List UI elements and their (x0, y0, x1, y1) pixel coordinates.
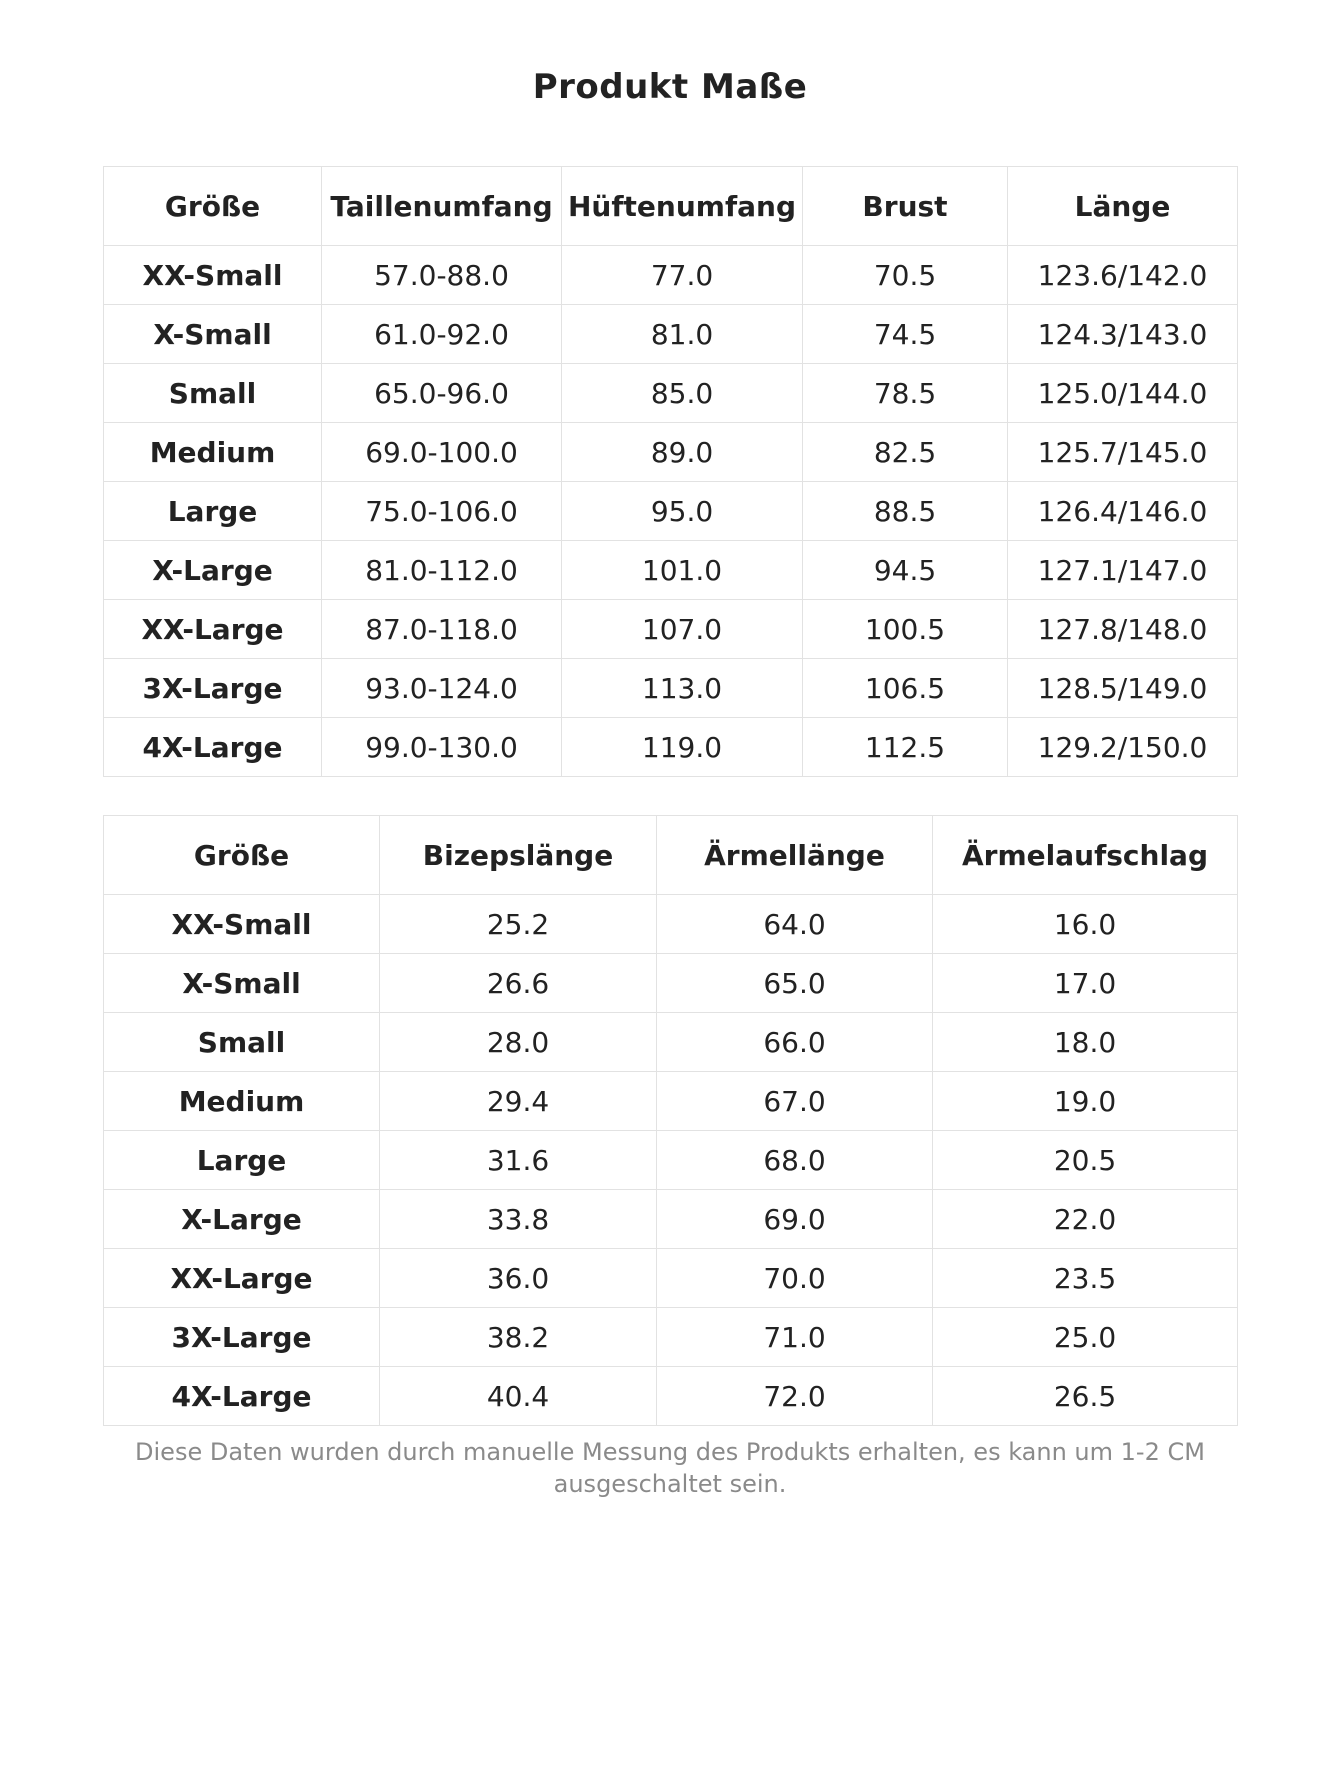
page-title: Produkt Maße (532, 67, 808, 107)
table-cell: 20.5 (933, 1131, 1238, 1190)
table-cell: 65.0 (657, 954, 933, 1013)
table-row (104, 1367, 1238, 1426)
size-label: X-Large (104, 1190, 380, 1249)
table-cell: 126.4/146.0 (1008, 482, 1238, 541)
table-cell: 25.0 (933, 1308, 1238, 1367)
table-row (104, 246, 1238, 305)
table-cell: 119.0 (562, 718, 803, 777)
table-cell: 69.0 (657, 1190, 933, 1249)
size-label: XX-Small (104, 246, 322, 305)
table-header-row (104, 167, 1238, 246)
column-header: Größe (104, 816, 380, 895)
table-cell: 125.7/145.0 (1008, 423, 1238, 482)
table-cell: 38.2 (380, 1308, 657, 1367)
size-label: Medium (104, 1072, 380, 1131)
column-header: Brust (803, 167, 1008, 246)
table-cell: 70.5 (803, 246, 1008, 305)
table-row (104, 305, 1238, 364)
table-cell: 88.5 (803, 482, 1008, 541)
table-cell: 124.3/143.0 (1008, 305, 1238, 364)
table-cell: 95.0 (562, 482, 803, 541)
size-label: 4X-Large (104, 1367, 380, 1426)
table-row (104, 482, 1238, 541)
size-label: X-Small (104, 305, 322, 364)
table-cell: 101.0 (562, 541, 803, 600)
size-label: XX-Large (104, 600, 322, 659)
table-cell: 26.5 (933, 1367, 1238, 1426)
table-cell: 85.0 (562, 364, 803, 423)
table-cell: 128.5/149.0 (1008, 659, 1238, 718)
size-label: 3X-Large (104, 1308, 380, 1367)
table-cell: 69.0-100.0 (322, 423, 562, 482)
measurement-disclaimer: Diese Daten wurden durch manuelle Messung des Produkts erhalten, es kann um 1-2 CM ausgeschaltet sein. (135, 1438, 1205, 1498)
size-label: 3X-Large (104, 659, 322, 718)
table-cell: 64.0 (657, 895, 933, 954)
table-cell: 23.5 (933, 1249, 1238, 1308)
table-cell: 81.0 (562, 305, 803, 364)
size-label: X-Small (104, 954, 380, 1013)
table-cell: 66.0 (657, 1013, 933, 1072)
table-row (104, 659, 1238, 718)
table-cell: 72.0 (657, 1367, 933, 1426)
column-header: Bizepslänge (380, 816, 657, 895)
size-label: Medium (104, 423, 322, 482)
table-row (104, 1308, 1238, 1367)
size-label: XX-Small (104, 895, 380, 954)
table-row (104, 1072, 1238, 1131)
table-cell: 87.0-118.0 (322, 600, 562, 659)
table-row (104, 1013, 1238, 1072)
table-cell: 67.0 (657, 1072, 933, 1131)
table-row (104, 895, 1238, 954)
table-cell: 16.0 (933, 895, 1238, 954)
table-cell: 77.0 (562, 246, 803, 305)
table-cell: 113.0 (562, 659, 803, 718)
table-row (104, 541, 1238, 600)
column-header: Ärmelaufschlag (933, 816, 1238, 895)
table-row (104, 600, 1238, 659)
table-cell: 22.0 (933, 1190, 1238, 1249)
size-label: Small (104, 364, 322, 423)
table-cell: 18.0 (933, 1013, 1238, 1072)
table-row (104, 954, 1238, 1013)
size-table-body-measurements (103, 166, 1238, 777)
table-cell: 25.2 (380, 895, 657, 954)
table-cell: 94.5 (803, 541, 1008, 600)
size-label: 4X-Large (104, 718, 322, 777)
table-row (104, 1131, 1238, 1190)
size-label: Small (104, 1013, 380, 1072)
table-cell: 29.4 (380, 1072, 657, 1131)
column-header: Länge (1008, 167, 1238, 246)
table-cell: 106.5 (803, 659, 1008, 718)
table-cell: 75.0-106.0 (322, 482, 562, 541)
column-header: Taillenumfang (322, 167, 562, 246)
table-header-row (104, 816, 1238, 895)
table-cell: 33.8 (380, 1190, 657, 1249)
table-cell: 68.0 (657, 1131, 933, 1190)
table-cell: 28.0 (380, 1013, 657, 1072)
table-cell: 127.8/148.0 (1008, 600, 1238, 659)
table-cell: 123.6/142.0 (1008, 246, 1238, 305)
size-label: XX-Large (104, 1249, 380, 1308)
table-row (104, 1190, 1238, 1249)
table-cell: 65.0-96.0 (322, 364, 562, 423)
size-label: X-Large (104, 541, 322, 600)
table-cell: 71.0 (657, 1308, 933, 1367)
table-row (104, 718, 1238, 777)
table-cell: 107.0 (562, 600, 803, 659)
table-cell: 127.1/147.0 (1008, 541, 1238, 600)
table-cell: 74.5 (803, 305, 1008, 364)
table-row (104, 1249, 1238, 1308)
table-cell: 26.6 (380, 954, 657, 1013)
size-table-sleeve-measurements (103, 815, 1238, 1426)
table-cell: 78.5 (803, 364, 1008, 423)
table-cell: 99.0-130.0 (322, 718, 562, 777)
table-cell: 31.6 (380, 1131, 657, 1190)
table-cell: 36.0 (380, 1249, 657, 1308)
table-cell: 19.0 (933, 1072, 1238, 1131)
table-cell: 100.5 (803, 600, 1008, 659)
table-cell: 93.0-124.0 (322, 659, 562, 718)
table-cell: 129.2/150.0 (1008, 718, 1238, 777)
table-cell: 89.0 (562, 423, 803, 482)
size-label: Large (104, 482, 322, 541)
table-row (104, 423, 1238, 482)
table-cell: 57.0-88.0 (322, 246, 562, 305)
table-cell: 112.5 (803, 718, 1008, 777)
column-header: Ärmellänge (657, 816, 933, 895)
table-cell: 61.0-92.0 (322, 305, 562, 364)
size-label: Large (104, 1131, 380, 1190)
table-cell: 125.0/144.0 (1008, 364, 1238, 423)
table-row (104, 364, 1238, 423)
column-header: Hüftenumfang (562, 167, 803, 246)
table-cell: 70.0 (657, 1249, 933, 1308)
table-cell: 40.4 (380, 1367, 657, 1426)
table-cell: 81.0-112.0 (322, 541, 562, 600)
column-header: Größe (104, 167, 322, 246)
table-cell: 82.5 (803, 423, 1008, 482)
table-cell: 17.0 (933, 954, 1238, 1013)
